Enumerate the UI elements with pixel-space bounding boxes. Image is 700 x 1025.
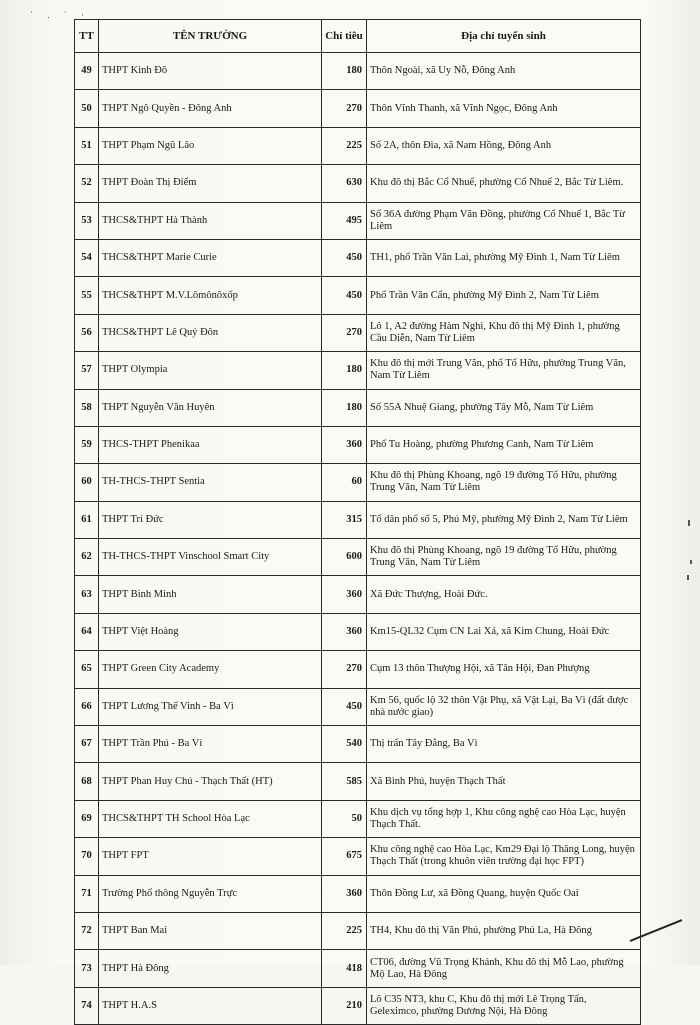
row-number: 57 — [75, 352, 99, 389]
admission-address: Xã Đức Thượng, Hoài Đức. — [367, 576, 641, 613]
school-name: TH-THCS-THPT Vinschool Smart City — [99, 539, 322, 576]
school-name: THCS&THPT Marie Curie — [99, 239, 322, 276]
quota-value: 210 — [322, 987, 367, 1024]
admission-address: Cụm 13 thôn Thượng Hội, xã Tân Hội, Đan Phượng — [367, 651, 641, 688]
row-number: 70 — [75, 838, 99, 875]
row-number: 62 — [75, 539, 99, 576]
row-number: 72 — [75, 912, 99, 949]
school-name: THPT Việt Hoàng — [99, 613, 322, 650]
school-name: THPT Trần Phú - Ba Vì — [99, 726, 322, 763]
admission-address: Số 36A đường Phạm Văn Đồng, phường Cổ Nhuế 1, Bắc Từ Liêm — [367, 202, 641, 239]
quota-value: 60 — [322, 464, 367, 501]
school-name: THPT Kinh Đô — [99, 53, 322, 90]
admission-address: Thị trấn Tây Đằng, Ba Vì — [367, 726, 641, 763]
quota-value: 360 — [322, 875, 367, 912]
header-school-name: TÊN TRƯỜNG — [99, 20, 322, 53]
quota-value: 270 — [322, 651, 367, 688]
quota-value: 270 — [322, 314, 367, 351]
header-address: Địa chỉ tuyển sinh — [367, 20, 641, 53]
table-row — [75, 875, 641, 912]
row-number: 68 — [75, 763, 99, 800]
row-number: 61 — [75, 501, 99, 538]
table-row — [75, 464, 641, 501]
row-number: 63 — [75, 576, 99, 613]
row-number: 74 — [75, 987, 99, 1024]
school-name: THCS&THPT Hà Thành — [99, 202, 322, 239]
admission-address: Khu công nghệ cao Hòa Lạc, Km29 Đại lộ Thăng Long, huyện Thạch Thất (trong khuôn viên trường đại học FPT) — [367, 838, 641, 875]
school-name: THCS&THPT TH School Hòa Lạc — [99, 800, 322, 837]
row-number: 73 — [75, 950, 99, 987]
table-row — [75, 838, 641, 875]
table-row — [75, 688, 641, 725]
table-row — [75, 277, 641, 314]
school-name: THPT Trí Đức — [99, 501, 322, 538]
table-row — [75, 613, 641, 650]
quota-value: 360 — [322, 576, 367, 613]
school-name: THPT FPT — [99, 838, 322, 875]
quota-value: 270 — [322, 90, 367, 127]
school-name: THCS-THPT Phenikaa — [99, 426, 322, 463]
school-name: THPT Nguyễn Văn Huyên — [99, 389, 322, 426]
admission-address: Lô 1, A2 đường Hàm Nghi, Khu đô thị Mỹ Đình 1, phường Cầu Diễn, Nam Từ Liêm — [367, 314, 641, 351]
row-number: 64 — [75, 613, 99, 650]
quota-value: 225 — [322, 912, 367, 949]
row-number: 59 — [75, 426, 99, 463]
admission-address: Xã Bình Phú, huyện Thạch Thất — [367, 763, 641, 800]
table-row — [75, 800, 641, 837]
admission-address: Phố Tu Hoàng, phường Phương Canh, Nam Từ Liêm — [367, 426, 641, 463]
row-number: 50 — [75, 90, 99, 127]
row-number: 53 — [75, 202, 99, 239]
quota-value: 180 — [322, 53, 367, 90]
admission-address: Phố Trần Văn Cẩn, phường Mỹ Đình 2, Nam Từ Liêm — [367, 277, 641, 314]
school-name: Trường Phổ thông Nguyễn Trực — [99, 875, 322, 912]
quota-value: 450 — [322, 239, 367, 276]
row-number: 66 — [75, 688, 99, 725]
school-name: THPT Ban Mai — [99, 912, 322, 949]
school-name: THPT Lương Thế Vinh - Ba Vì — [99, 688, 322, 725]
row-number: 58 — [75, 389, 99, 426]
table-row — [75, 352, 641, 389]
table-row — [75, 726, 641, 763]
quota-value: 360 — [322, 426, 367, 463]
admission-address: Km15-QL32 Cụm CN Lai Xá, xã Kim Chung, Hoài Đức — [367, 613, 641, 650]
edge-mark — [690, 560, 692, 564]
quota-value: 585 — [322, 763, 367, 800]
table-row — [75, 239, 641, 276]
school-name: THPT Bình Minh — [99, 576, 322, 613]
header-tt: TT — [75, 20, 99, 53]
admission-address: TH1, phố Trần Văn Lai, phường Mỹ Đình 1, Nam Từ Liêm — [367, 239, 641, 276]
header-quota: Chỉ tiêu — [322, 20, 367, 53]
admission-address: CT06, đường Vũ Trọng Khánh, Khu đô thị Mỗ Lao, phường Mộ Lao, Hà Đông — [367, 950, 641, 987]
school-admission-table — [74, 19, 641, 1025]
admission-address: Khu đô thị Phùng Khoang, ngõ 19 đường Tố Hữu, phường Trung Văn, Nam Từ Liêm — [367, 464, 641, 501]
table-row — [75, 127, 641, 164]
quota-value: 180 — [322, 352, 367, 389]
row-number: 54 — [75, 239, 99, 276]
row-number: 55 — [75, 277, 99, 314]
row-number: 51 — [75, 127, 99, 164]
edge-mark — [688, 520, 690, 526]
table-row — [75, 576, 641, 613]
row-number: 60 — [75, 464, 99, 501]
table-row — [75, 763, 641, 800]
quota-value: 360 — [322, 613, 367, 650]
quota-value: 50 — [322, 800, 367, 837]
admission-address: Thôn Ngoài, xã Uy Nỗ, Đông Anh — [367, 53, 641, 90]
quota-value: 495 — [322, 202, 367, 239]
quota-value: 450 — [322, 277, 367, 314]
table-row — [75, 426, 641, 463]
quota-value: 418 — [322, 950, 367, 987]
quota-value: 675 — [322, 838, 367, 875]
school-name: THPT Green City Academy — [99, 651, 322, 688]
school-name: THPT Hà Đông — [99, 950, 322, 987]
admission-address: Số 2A, thôn Đìa, xã Nam Hồng, Đông Anh — [367, 127, 641, 164]
quota-value: 180 — [322, 389, 367, 426]
row-number: 71 — [75, 875, 99, 912]
school-name: THPT H.A.S — [99, 987, 322, 1024]
table-row — [75, 90, 641, 127]
school-name: THCS&THPT M.V.Lômônôxốp — [99, 277, 322, 314]
quota-value: 600 — [322, 539, 367, 576]
school-name: THPT Ngô Quyền - Đông Anh — [99, 90, 322, 127]
school-name: THPT Phan Huy Chú - Thạch Thất (HT) — [99, 763, 322, 800]
admission-address: Lô C35 NT3, khu C, Khu đô thị mới Lê Trọng Tấn, Geleximco, phường Dương Nội, Hà Đông — [367, 987, 641, 1024]
table-row — [75, 314, 641, 351]
table-body — [75, 53, 641, 1025]
quota-value: 540 — [322, 726, 367, 763]
row-number: 69 — [75, 800, 99, 837]
admission-address: TH4, Khu đô thị Văn Phú, phường Phú La, Hà Đông — [367, 912, 641, 949]
admission-address: Khu đô thị mới Trung Văn, phố Tố Hữu, phường Trung Văn, Nam Từ Liêm — [367, 352, 641, 389]
table-row — [75, 165, 641, 202]
quota-value: 450 — [322, 688, 367, 725]
table-row — [75, 651, 641, 688]
admission-address: Thôn Vĩnh Thanh, xã Vĩnh Ngọc, Đông Anh — [367, 90, 641, 127]
admission-address: Khu dịch vụ tổng hợp 1, Khu công nghệ cao Hòa Lạc, huyện Thạch Thất. — [367, 800, 641, 837]
quota-value: 315 — [322, 501, 367, 538]
admission-address: Khu đô thị Phùng Khoang, ngõ 19 đường Tố Hữu, phường Trung Văn, Nam Từ Liêm — [367, 539, 641, 576]
table-row — [75, 501, 641, 538]
row-number: 49 — [75, 53, 99, 90]
table-row — [75, 539, 641, 576]
school-name: THCS&THPT Lê Quý Đôn — [99, 314, 322, 351]
row-number: 67 — [75, 726, 99, 763]
school-name: THPT Olympia — [99, 352, 322, 389]
table-row — [75, 987, 641, 1024]
row-number: 56 — [75, 314, 99, 351]
admission-address: Tổ dân phố số 5, Phú Mỹ, phường Mỹ Đình 2, Nam Từ Liêm — [367, 501, 641, 538]
row-number: 65 — [75, 651, 99, 688]
table-row — [75, 389, 641, 426]
school-name: THPT Đoàn Thị Điểm — [99, 165, 322, 202]
admission-address: Km 56, quốc lộ 32 thôn Vật Phụ, xã Vật Lại, Ba Vì (đất được nhà nước giao) — [367, 688, 641, 725]
table-row — [75, 53, 641, 90]
school-name: TH-THCS-THPT Sentia — [99, 464, 322, 501]
quota-value: 630 — [322, 165, 367, 202]
admission-address: Khu đô thị Bắc Cổ Nhuế, phường Cổ Nhuế 2, Bắc Từ Liêm. — [367, 165, 641, 202]
admission-address: Số 55A Nhuệ Giang, phường Tây Mỗ, Nam Từ Liêm — [367, 389, 641, 426]
school-name: THPT Phạm Ngũ Lão — [99, 127, 322, 164]
table-row — [75, 202, 641, 239]
table-row — [75, 912, 641, 949]
quota-value: 225 — [322, 127, 367, 164]
row-number: 52 — [75, 165, 99, 202]
scan-specks: ˙ . ˙ · — [30, 10, 90, 20]
edge-mark — [687, 575, 689, 580]
table-header-row — [75, 20, 641, 53]
table-row — [75, 950, 641, 987]
admission-address: Thôn Đồng Lư, xã Đồng Quang, huyện Quốc Oai — [367, 875, 641, 912]
